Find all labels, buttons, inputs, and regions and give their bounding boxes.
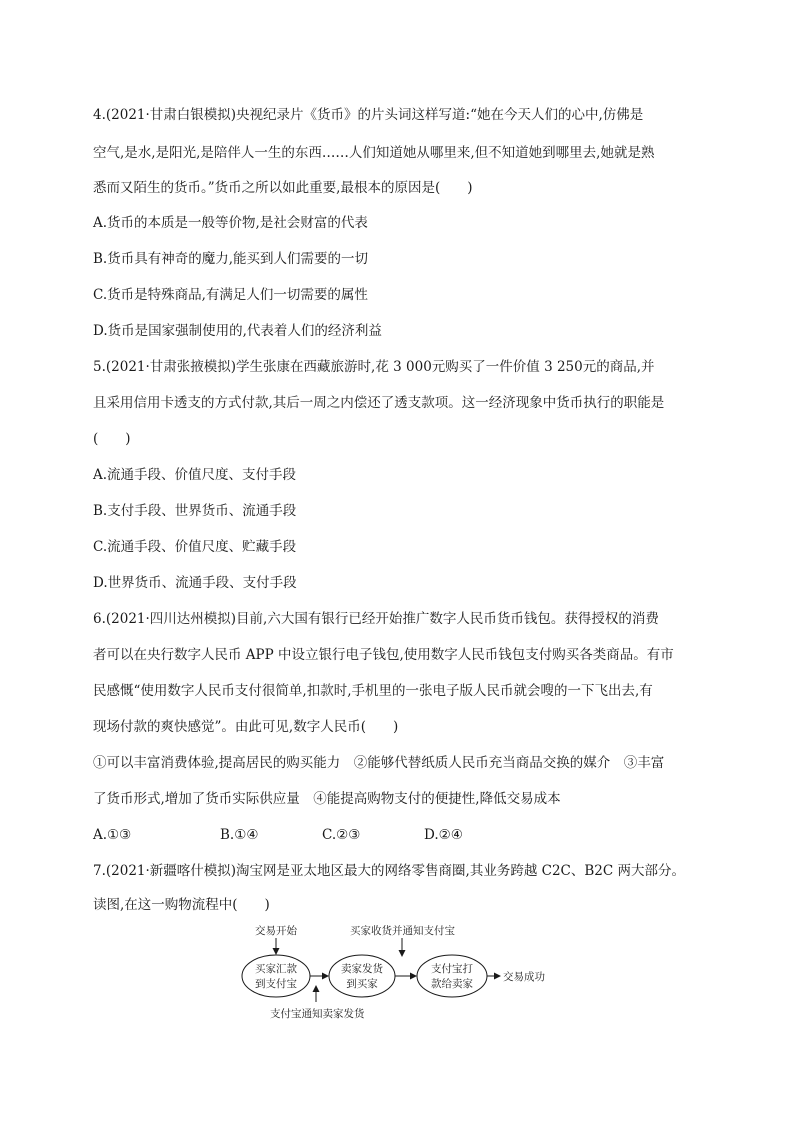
q4-option-d: D.货币是国家强制使用的,代表着人们的经济利益 (93, 323, 382, 339)
q4-option-c: C.货币是特殊商品,有满足人们一切需要的属性 (93, 287, 368, 303)
q5-option-d: D.世界货币、流通手段、支付手段 (93, 575, 297, 591)
shopping-flow-diagram (230, 916, 570, 1026)
diagram-node-seller-ship (329, 955, 395, 997)
diagram-bottom-note: 支付宝通知卖家发货 (270, 1008, 365, 1020)
diagram-node-1-line-2: 到支付宝 (255, 978, 297, 990)
q6-stem-line-2: 者可以在央行数字人民币 APP 中设立银行电子钱包,使用数字人民币钱包支付购买各类商品。有市 (93, 647, 674, 663)
q5-option-a: A.流通手段、价值尺度、支付手段 (93, 467, 297, 483)
q5-stem-line-3: ( ) (93, 431, 131, 447)
diagram-top-note: 买家收货并通知支付宝 (350, 925, 455, 937)
q4-option-a: A.货币的本质是一般等价物,是社会财富的代表 (93, 215, 368, 231)
q6-stem-line-4: 现场付款的爽快感觉”。由此可见,数字人民币( ) (93, 719, 399, 735)
q4-stem-line-1: 4.(2021·甘肃白银模拟)央视纪录片《货币》的片头词这样写道:“她在今天人们的心中,仿佛是 (93, 107, 644, 123)
q5-stem-line-1: 5.(2021·甘肃张掖模拟)学生张康在西藏旅游时,花 3 000元购买了一件价值 3 250元的商品,并 (93, 359, 655, 375)
diagram-node-2-line-1: 卖家发货 (341, 963, 383, 975)
q6-stem-line-3: 民感慨“使用数字人民币支付很简单,扣款时,手机里的一张电子版人民币就会嗖的一下飞出去,有 (93, 683, 653, 699)
q6-option-c: C.②③ (322, 827, 361, 843)
diagram-end-label: 交易成功 (503, 971, 545, 983)
diagram-node-3-line-2: 款给卖家 (431, 978, 473, 990)
q6-option-b: B.①④ (220, 827, 259, 843)
diagram-node-alipay-pay-seller (417, 955, 487, 997)
diagram-node-1-line-1: 买家汇款 (255, 963, 297, 975)
q5-option-b: B.支付手段、世界货币、流通手段 (93, 503, 297, 519)
q6-option-d: D.②④ (424, 827, 463, 843)
q4-stem-line-2: 空气,是水,是阳光,是陪伴人一生的东西……人们知道她从哪里来,但不知道她到哪里去,她就是熟 (93, 145, 655, 161)
diagram-node-2-line-2: 到买家 (346, 978, 378, 990)
q7-stem-line-1: 7.(2021·新疆喀什模拟)淘宝网是亚太地区最大的网络零售商圈,其业务跨越 C2C、B2C 两大部分。 (93, 863, 686, 879)
q4-option-b: B.货币具有神奇的魔力,能买到人们需要的一切 (93, 251, 369, 267)
q6-stem-line-1: 6.(2021·四川达州模拟)目前,六大国有银行已经开始推广数字人民币货币钱包。获得授权的消费 (93, 611, 659, 627)
q6-statement-line-2: 了货币形式,增加了货币实际供应量 ④能提高购物支付的便捷性,降低交易成本 (93, 791, 561, 807)
q5-stem-line-2: 且采用信用卡透支的方式付款,其后一周之内偿还了透支款项。这一经济现象中货币执行的职能是 (93, 395, 665, 411)
q4-stem-line-3: 悉而又陌生的货币。”货币之所以如此重要,最根本的原因是( ) (93, 180, 473, 196)
q6-option-a: A.①③ (93, 827, 132, 843)
q7-stem-line-2: 读图,在这一购物流程中( ) (93, 897, 270, 913)
diagram-node-buyer-pay (242, 955, 310, 997)
diagram-node-3-line-1: 支付宝打 (431, 963, 473, 975)
q5-option-c: C.流通手段、价值尺度、贮藏手段 (93, 539, 297, 555)
diagram-start-label: 交易开始 (255, 925, 297, 937)
q6-statement-line-1: ①可以丰富消费体验,提高居民的购买能力 ②能够代替纸质人民币充当商品交换的媒介 ③丰富 (93, 755, 665, 771)
